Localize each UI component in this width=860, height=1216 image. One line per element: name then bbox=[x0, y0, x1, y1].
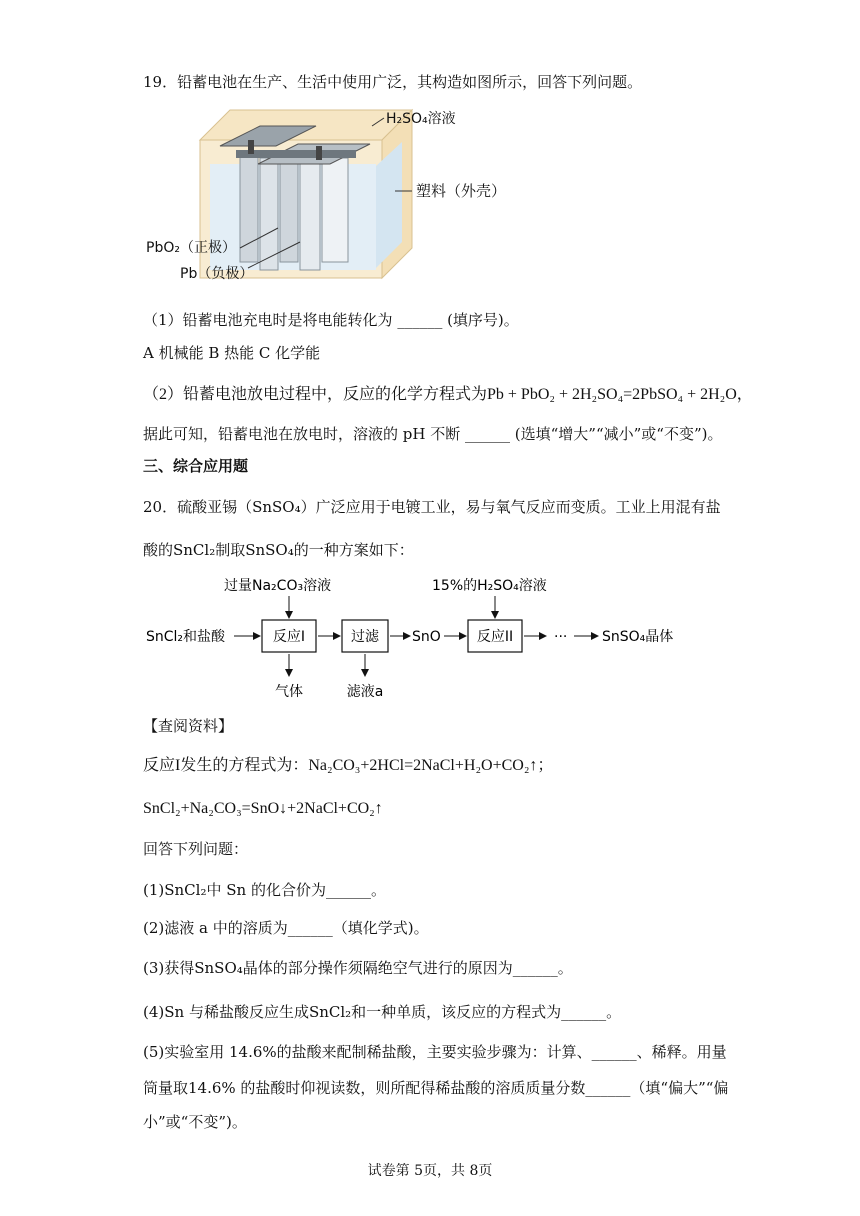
ref-equation-1: 反应I发生的方程式为：Na₂CO₃+2HCl=2NaCl+H₂O+CO₂↑； bbox=[143, 757, 554, 774]
answer-prompt: 回答下列问题： bbox=[143, 840, 249, 858]
flow-box-2-label: 过滤 bbox=[351, 629, 379, 645]
q20-sub5-line1: (5)实验室用 14.6%的盐酸来配制稀盐酸，主要实验步骤为：计算、______、稀释。用量 bbox=[143, 1043, 727, 1061]
flow-reagent-1: 过量Na₂CO₃溶液 bbox=[224, 578, 332, 594]
q19-sub2-line1: （2）铅蓄电池放电过程中，反应的化学方程式为Pb + PbO₂ + 2H₂SO₄=2PbSO₄ + 2H₂O， bbox=[143, 386, 753, 403]
flow-out-gas: 气体 bbox=[275, 684, 303, 700]
q20-sub5-line3: 小”或“不变”)。 bbox=[143, 1113, 247, 1131]
process-flow-diagram bbox=[140, 574, 710, 704]
flow-dots: ··· bbox=[554, 629, 568, 645]
q20-stem-line1: 20．硫酸亚锡（SnSO₄）广泛应用于电镀工业，易与氧气反应而变质。工业上用混有盐 bbox=[143, 498, 721, 516]
q19-options: A 机械能 B 热能 C 化学能 bbox=[143, 344, 321, 362]
ref-title: 【查阅资料】 bbox=[143, 717, 234, 735]
q20-sub5-line2: 筒量取14.6% 的盐酸时仰视读数，则所配得稀盐酸的溶质质量分数______（填“偏大”“偏 bbox=[143, 1079, 729, 1097]
label-plastic-shell: 塑料（外壳） bbox=[416, 182, 507, 200]
section-title: 三、综合应用题 bbox=[143, 457, 249, 475]
lead-acid-battery-figure bbox=[140, 106, 520, 292]
flow-box-1-label: 反应I bbox=[272, 629, 306, 645]
page-footer: 试卷第 5页，共 8页 bbox=[367, 1163, 493, 1179]
flow-out-filtrate: 滤液a bbox=[346, 684, 384, 700]
q20-sub1: (1)SnCl₂中 Sn 的化合价为______。 bbox=[143, 881, 386, 899]
q20-sub4: (4)Sn 与稀盐酸反应生成SnCl₂和一种单质，该反应的方程式为______。 bbox=[143, 1003, 622, 1021]
q20-sub2: (2)滤液 a 中的溶质为______（填化学式)。 bbox=[143, 919, 429, 937]
q20-sub3: (3)获得SnSO₄晶体的部分操作须隔绝空气进行的原因为______。 bbox=[143, 959, 573, 977]
q19-sub2-line2: 据此可知，铅蓄电池在放电时，溶液的 pH 不断 ______ (选填“增大”“减小”或“不变”)。 bbox=[143, 425, 723, 443]
electrode-plates bbox=[240, 154, 348, 270]
flow-reagent-2: 15%的H₂SO₄溶液 bbox=[432, 578, 547, 594]
q19-stem: 19．铅蓄电池在生产、生活中使用广泛，其构造如图所示，回答下列问题。 bbox=[143, 73, 643, 91]
label-pbo2-positive: PbO₂（正极） bbox=[146, 240, 236, 256]
flow-mid-sno: SnO bbox=[412, 629, 441, 645]
flow-box-3-label: 反应II bbox=[476, 629, 514, 645]
q20-stem-line2: 酸的SnCl₂制取SnSO₄的一种方案如下： bbox=[143, 541, 414, 559]
flow-start: SnCl₂和盐酸 bbox=[146, 629, 226, 645]
label-pb-negative: Pb（负极） bbox=[180, 266, 254, 282]
label-h2so4-solution: H₂SO₄溶液 bbox=[386, 111, 456, 127]
q19-sub1: （1）铅蓄电池充电时是将电能转化为 ______ (填序号)。 bbox=[143, 311, 519, 329]
flow-end: SnSO₄晶体 bbox=[602, 629, 674, 645]
battery-shell bbox=[200, 110, 412, 140]
ref-equation-2: SnCl₂+Na₂CO₃=SnO↓+2NaCl+CO₂↑ bbox=[143, 800, 383, 817]
